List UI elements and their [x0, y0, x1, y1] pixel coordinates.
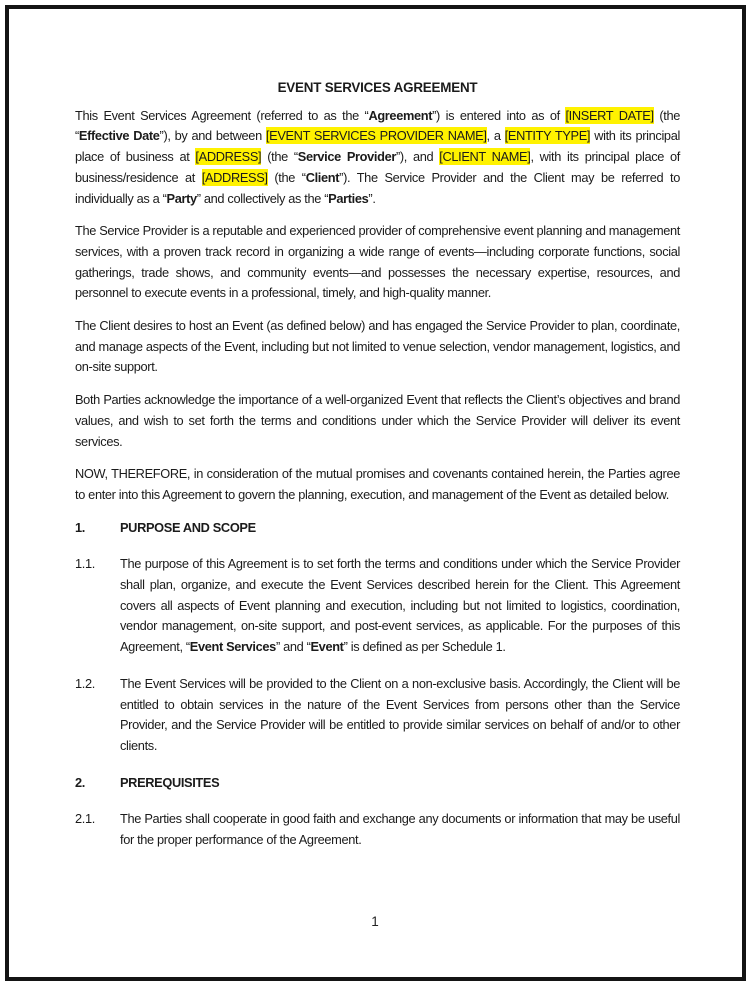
defined-term: Client — [305, 169, 340, 185]
document-title: EVENT SERVICES AGREEMENT — [277, 80, 478, 95]
placeholder-field: [EVENT SERVICES PROVIDER NAME] — [265, 128, 487, 144]
text-run: NOW, THEREFORE, in consideration of the mutual promises and covenants contained herein, the Parties agree to enter into this Agreement to govern the planning, execution, and management of the Event as detailed below. — [75, 466, 680, 502]
text-run: (the “ — [75, 107, 681, 144]
paragraph — [75, 221, 680, 304]
clause-text — [120, 809, 680, 850]
document-body — [9, 9, 742, 851]
placeholder-field: [ADDRESS] — [201, 169, 268, 185]
text-run: , a — [486, 128, 505, 144]
document-page — [5, 5, 746, 981]
text-run: , with its principal place of business/residence at — [75, 149, 680, 185]
text-run: The Service Provider is a reputable and experienced provider of comprehensive event planning and management services, with a proven track record in organizing a wide range of events—including corporate functions, social gatherings, trade shows, and community events—and possesses the necessary expertise, resources, and personnel to execute events in a professional, timely, and high-quality manner. — [75, 223, 680, 301]
clause-text — [120, 554, 680, 658]
text-run: ”), and — [395, 149, 440, 165]
text-run: (the “ — [267, 169, 306, 185]
placeholder-field: [CLIENT NAME] — [439, 149, 531, 165]
paragraph — [75, 316, 680, 378]
clause-text — [120, 674, 680, 757]
defined-term: Agreement — [368, 107, 433, 123]
text-run: The Event Services will be provided to the Client on a non-exclusive basis. Accordingly, the Client will be entitled to obtain services in the nature of the Event Services from persons other than the Service Provider, and the Service Provider will be entitled to provide similar services on behalf of and/or to other clients. — [120, 675, 680, 753]
placeholder-field: [INSERT DATE] — [565, 107, 654, 123]
text-run: ” is defined as per Schedule 1. — [343, 639, 506, 655]
clause-number: 1.2. — [75, 675, 95, 691]
page-number: 1 — [371, 914, 379, 929]
defined-term: Effective Date — [78, 128, 160, 144]
numbered-clause — [75, 554, 680, 658]
defined-term: Parties — [328, 190, 369, 206]
section-title: PREREQUISITES — [120, 774, 220, 790]
clause-number: 1.1. — [75, 556, 95, 572]
section-heading — [75, 773, 680, 794]
text-run: (the “ — [261, 149, 298, 165]
paragraph — [75, 390, 680, 452]
text-run: This Event Services Agreement (referred to as the “ — [75, 107, 369, 123]
defined-term: Event Services — [189, 639, 276, 655]
text-run: ” and “ — [275, 639, 311, 655]
text-run: ”), by and between — [159, 128, 266, 144]
clause-number: 2.1. — [75, 811, 95, 827]
paragraph — [75, 464, 680, 505]
section-title: PURPOSE AND SCOPE — [120, 519, 256, 535]
section-number: 1. — [75, 519, 85, 535]
text-run: The Parties shall cooperate in good faith and exchange any documents or information that may be useful for the proper performance of the Agreement. — [120, 811, 680, 848]
section-number: 2. — [75, 774, 85, 790]
placeholder-field: [ADDRESS] — [195, 149, 262, 165]
defined-term: Service Provider — [297, 149, 396, 165]
text-run: The Client desires to host an Event (as defined below) and has engaged the Service Provider to plan, coordinate, and manage aspects of the Event, including but not limited to venue selection, vendor management, logistics, and on-site support. — [75, 318, 680, 375]
text-run: ” and collectively as the “ — [196, 190, 329, 206]
text-run: Both Parties acknowledge the importance of a well-organized Event that reflects the Client’s objectives and brand values, and wish to set forth the terms and conditions under which the Service Provider will deliver its event services. — [75, 392, 680, 449]
text-run: ”. — [368, 190, 376, 206]
placeholder-field: [ENTITY TYPE] — [504, 128, 591, 144]
numbered-clause — [75, 809, 680, 850]
text-run: The purpose of this Agreement is to set forth the terms and conditions under which the Service Provider shall plan, organize, and execute the Event Services described herein for the Client. This Agreement covers all aspects of Event planning and execution, including but not limited to logistics, coordination, vendor management, on-site support, and post-event services, as applicable. For the purposes of this Agreement, “ — [120, 556, 680, 655]
text-run: ”). The Service Provider and the Client may be referred to individually as a “ — [75, 169, 680, 206]
numbered-clause — [75, 674, 680, 757]
defined-term: Event — [310, 639, 344, 655]
text-run: with its principal place of business at — [75, 128, 680, 165]
section-heading — [75, 518, 680, 539]
defined-term: Party — [166, 190, 197, 206]
text-run: ”) is entered into as of — [432, 107, 566, 123]
paragraph — [75, 106, 680, 210]
